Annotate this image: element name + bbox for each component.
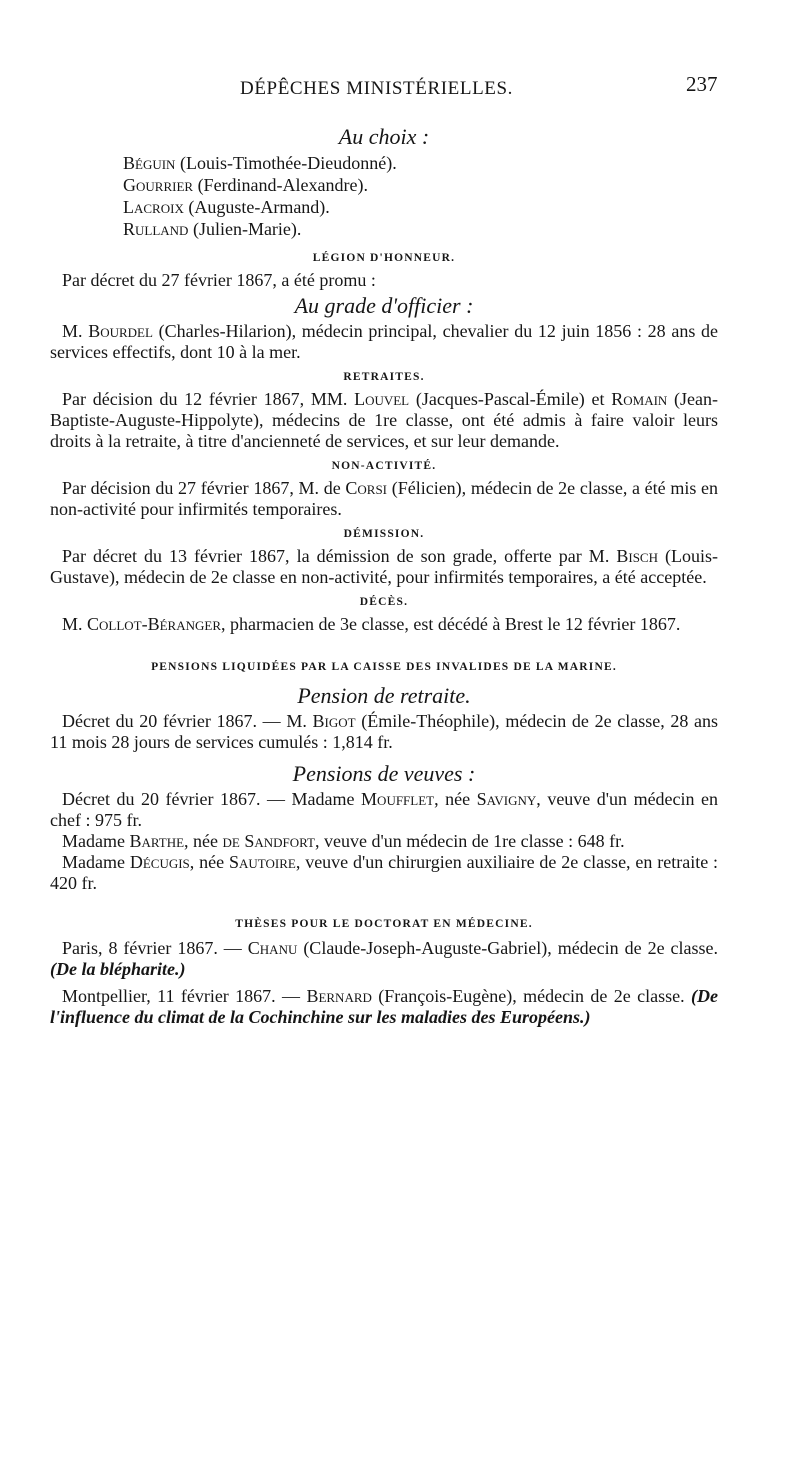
these-entry: Montpellier, 11 février 1867. — Bernard (François-Eugène), médecin de 2e classe. (De l'influence du climat de la Cochinchine sur les maladies des Européens.): [50, 986, 718, 1027]
pension-retraite-text: Décret du 20 février 1867. — M. Bigot (Émile-Théophile), médecin de 2e classe, 28 ans 11 mois 28 jours de services cumulés : 1,814 fr.: [50, 711, 718, 752]
non-activite-text: Par décision du 27 février 1867, M. de Corsi (Félicien), médecin de 2e classe, a été mis en non-activité pour infirmités temporaires.: [50, 478, 719, 519]
legion-grade: Au grade d'officier :: [294, 293, 474, 318]
demission-text: Par décret du 13 février 1867, la démission de son grade, offerte par M. Bisch (Louis-Gustave), médecin de 2e classe en non-activité, pour infirmités temporaires, a été acceptée.: [50, 546, 719, 587]
pension-veuve-entry: Madame Décugis, née Sautoire, veuve d'un chirurgien auxiliaire de 2e classe, en retraite : 420 fr.: [50, 852, 719, 893]
pensions-heading: PENSIONS LIQUIDÉES PAR LA CAISSE DES INVALIDES DE LA MARINE.: [151, 661, 617, 673]
pension-veuve-entry: Décret du 20 février 1867. — Madame Moufflet, née Savigny, veuve d'un médecin en chef : 975 fr.: [50, 789, 719, 830]
page-body: [50, 122, 718, 1028]
pensions-veuves-title: Pensions de veuves :: [292, 761, 476, 786]
non-activite-heading: NON-ACTIVITÉ.: [331, 460, 437, 472]
demission-heading: DÉMISSION.: [343, 528, 425, 540]
page-number: 237: [686, 72, 718, 96]
page-header: [0, 72, 800, 108]
list-item: Gourrier (Ferdinand-Alexandre).: [123, 175, 368, 195]
these-entry: Paris, 8 février 1867. — Chanu (Claude-Joseph-Auguste-Gabriel), médecin de 2e classe. (De la blépharite.): [50, 938, 719, 979]
retraites-heading: RETRAITES.: [343, 371, 425, 383]
list-item: Lacroix (Auguste-Armand).: [123, 197, 330, 217]
au-choix-list: [123, 152, 718, 240]
list-item: Rulland (Julien-Marie).: [123, 219, 302, 239]
legion-intro: Par décret du 27 février 1867, a été promu :: [62, 270, 376, 290]
running-head: DÉPÊCHES MINISTÉRIELLES.: [240, 78, 514, 99]
theses-heading: THÈSES POUR LE DOCTORAT EN MÉDECINE.: [235, 918, 533, 930]
deces-heading: DÉCÈS.: [359, 596, 409, 608]
pension-veuve-entry: Madame Barthe, née de Sandfort, veuve d'un médecin de 1re classe : 648 fr.: [62, 831, 625, 851]
list-item: Béguin (Louis-Timothée-Dieudonné).: [123, 153, 397, 173]
legion-heading: LÉGION D'HONNEUR.: [312, 252, 456, 264]
retraites-text: Par décision du 12 février 1867, MM. Louvel (Jacques-Pascal-Émile) et Romain (Jean-Baptiste-Auguste-Hippolyte), médecins de 1re classe, ont été admis à faire valoir leurs droits à la retraite, à titre d'ancienneté de services, et sur leur demande.: [50, 389, 719, 451]
legion-entry: M. Bourdel (Charles-Hilarion), médecin principal, chevalier du 12 juin 1856 : 28 ans de services effectifs, dont 10 à la mer.: [50, 321, 718, 362]
au-choix-title: Au choix :: [338, 124, 430, 149]
pension-retraite-title: Pension de retraite.: [297, 683, 471, 708]
deces-text: M. Collot-Béranger, pharmacien de 3e classe, est décédé à Brest le 12 février 1867.: [62, 614, 681, 634]
